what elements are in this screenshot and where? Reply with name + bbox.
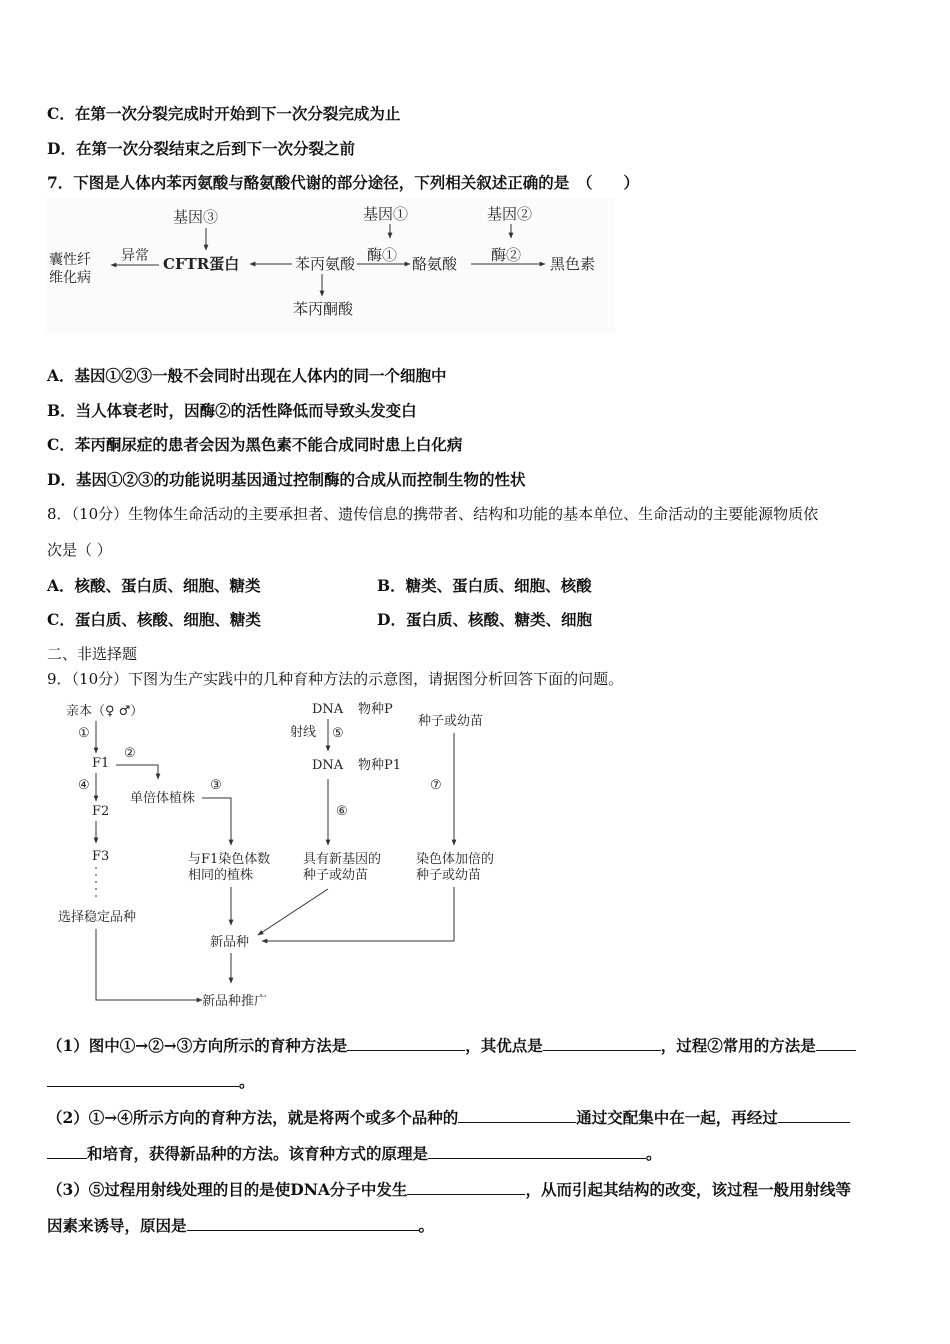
f3-label: F3: [92, 849, 110, 864]
species-p1: 物种P1: [358, 758, 402, 773]
q9-part2-text-d: 。: [646, 1144, 662, 1163]
f2-label: F2: [92, 804, 110, 819]
step3-marker: ③: [210, 778, 222, 793]
species-p: 物种P: [358, 702, 393, 717]
q8-option-d: D．蛋白质、核酸、糖类、细胞: [377, 610, 592, 629]
seed-seedling: 种子或幼苗: [418, 714, 484, 729]
step2-marker: ②: [124, 746, 136, 761]
q9-part1-text-b: ，其优点是: [465, 1036, 543, 1055]
melanin: 黑色素: [550, 255, 596, 273]
q9-part3: [47, 1178, 851, 1200]
q8-option-c: C．蛋白质、核酸、细胞、糖类: [47, 610, 261, 629]
enzyme1-label: 酶①: [367, 246, 398, 264]
q9-part2-blank1[interactable]: [458, 1108, 576, 1123]
q6-option-d: D．在第一次分裂结束之后到下一次分裂之前: [47, 139, 355, 158]
q9-part1-blank3b[interactable]: [47, 1072, 239, 1087]
doubled-line1: 染色体加倍的: [416, 852, 495, 867]
q9-part1-blank3a[interactable]: [816, 1036, 856, 1051]
q9-part2-text-b: 通过交配集中在一起，再经过: [576, 1108, 778, 1127]
abnormal-label: 异常: [121, 248, 149, 264]
q9-part2-text-a: （2）①→④所示方向的育种方法，就是将两个或多个品种的: [47, 1108, 459, 1127]
step4-marker: ④: [78, 778, 90, 793]
cystic-fibrosis-line2: 维化病: [49, 270, 91, 286]
q9-part2-cont: [47, 1142, 662, 1164]
doubled-line2: 种子或幼苗: [416, 868, 482, 883]
phenylpyruvic-acid: 苯丙酮酸: [293, 300, 354, 318]
q8-option-b: B．糖类、蛋白质、细胞、核酸: [377, 576, 592, 595]
q8-stem-line1: 8．（10分）生物体生命活动的主要承担者、遗传信息的携带者、结构和功能的基本单位、生命活动的主要能源物质依: [47, 505, 819, 523]
q9-part1-blank2[interactable]: [543, 1036, 661, 1051]
step5-marker: ⑤: [332, 726, 344, 741]
q9-part1-blank1[interactable]: [347, 1036, 465, 1051]
select-stable-variety: 选择稳定品种: [58, 910, 137, 925]
cftr-protein: CFTR蛋白: [163, 255, 240, 273]
q8-option-a: A．核酸、蛋白质、细胞、糖类: [47, 576, 261, 595]
q9-part3-blank2[interactable]: [187, 1216, 419, 1231]
q7-option-c: C．苯丙酮尿症的患者会因为黑色素不能合成同时患上白化病: [47, 435, 463, 454]
gene2-label: 基因②: [487, 205, 533, 223]
q9-part1-text-a: （1）图中①→②→③方向所示的育种方法是: [47, 1036, 348, 1055]
q7-metabolism-diagram: [45, 198, 615, 333]
dna-label-bottom: DNA: [312, 758, 344, 773]
q7-option-a: A．基因①②③一般不会同时出现在人体内的同一个细胞中: [47, 366, 447, 385]
ray-label: 射线: [290, 725, 317, 740]
haploid-plant: 单倍体植株: [130, 791, 196, 806]
new-gene-line1: 具有新基因的: [303, 852, 382, 867]
step7-marker: ⑦: [430, 778, 442, 793]
tyrosine: 酪氨酸: [412, 255, 458, 273]
q9-part3-text-b: ，从而引起其结构的改变，该过程一般用射线等: [525, 1180, 851, 1199]
q9-part3-text-a: （3）⑤过程用射线处理的目的是使DNA分子中发生: [47, 1180, 408, 1199]
q8-stem-line2: 次是（ ）: [47, 541, 112, 559]
f1-label: F1: [92, 756, 110, 771]
q9-part3-blank1[interactable]: [407, 1180, 525, 1195]
q9-part1: [47, 1034, 856, 1056]
same-chromosome-line2: 相同的植株: [188, 868, 254, 883]
q7-option-b: B．当人体衰老时，因酶②的活性降低而导致头发变白: [47, 401, 417, 420]
enzyme2-label: 酶②: [491, 246, 522, 264]
q7-option-d: D．基因①②③的功能说明基因通过控制酶的合成从而控制生物的性状: [47, 470, 526, 489]
q9-part2-text-c: 和培育，获得新品种的方法。该育种方式的原理是: [87, 1144, 429, 1163]
phenylalanine: 苯丙氨酸: [295, 255, 356, 273]
step1-marker: ①: [78, 726, 90, 741]
q9-part2: [47, 1106, 850, 1128]
new-gene-line2: 种子或幼苗: [303, 868, 369, 883]
dna-label-top: DNA: [312, 702, 344, 717]
q9-part1-text-c: ，过程②常用的方法是: [660, 1036, 816, 1055]
q9-part3-text-d: 。: [418, 1216, 435, 1235]
gene1-label: 基因①: [363, 205, 409, 223]
new-variety: 新品种: [210, 935, 250, 950]
q6-option-c: C．在第一次分裂完成时开始到下一次分裂完成为止: [47, 104, 401, 123]
parents-label: 亲本（♀ ♂）: [66, 704, 144, 719]
q9-part2-blank3[interactable]: [428, 1144, 646, 1159]
q9-part3-text-c: 因素来诱导，原因是: [47, 1216, 187, 1235]
q9-part2-blank2b[interactable]: [47, 1144, 87, 1159]
q9-part3-cont: [47, 1214, 434, 1236]
q9-stem: 9．（10分）下图为生产实践中的几种育种方法的示意图，请据图分析回答下面的问题。: [47, 670, 624, 688]
variety-promotion: 新品种推广: [202, 994, 268, 1009]
same-chromosome-line1: 与F1染色体数: [188, 852, 271, 867]
cystic-fibrosis-line1: 囊性纤: [49, 252, 91, 268]
q9-breeding-diagram: [50, 695, 520, 1015]
step6-marker: ⑥: [336, 804, 348, 819]
q9-part1-cont: [47, 1070, 255, 1092]
section-heading: 二、非选择题: [47, 645, 138, 663]
gene3-label: 基因③: [173, 208, 219, 226]
q9-part1-text-d: 。: [239, 1072, 255, 1091]
q7-stem: 7．下图是人体内苯丙氨酸与酪氨酸代谢的部分途径，下列相关叙述正确的是 （ ）: [47, 173, 640, 192]
q9-part2-blank2a[interactable]: [778, 1108, 850, 1123]
